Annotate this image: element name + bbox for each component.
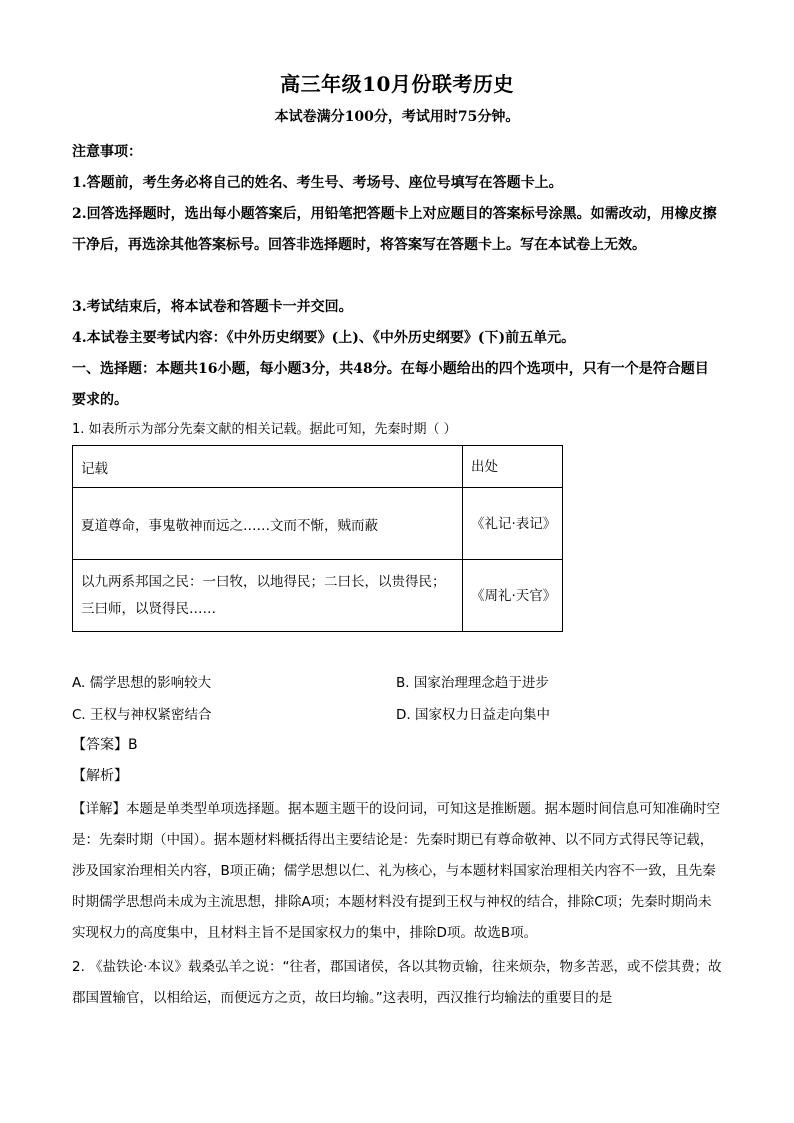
question-1-table xyxy=(72,445,563,632)
analysis-detail: 【详解】本题是单类型单项选择题。据本题主题干的设问词，可知这是推断题。据本题时间信息可知准确时空是：先秦时期（中国）。据本题材料概括得出主要结论是：先秦时期已有尊命敬神、以不同方式得民等记载，涉及国家治理相关内容，B项正确；儒学思想以仁、礼为核心，与本题材料国家治理相关内容不一致，且先秦时期儒学思想尚未成为主流思想，排除A项；本题材料没有提到王权与神权的结合，排除C项；先秦时期尚未实现权力的高度集中，且材料主旨不是国家权力的集中，排除D项。故选B项。 xyxy=(72,801,720,941)
table-row xyxy=(73,560,563,632)
analysis-label: 【解析】 xyxy=(72,768,128,784)
exam-subtitle: 本试卷满分100分，考试用时75分钟。 xyxy=(274,109,520,125)
table-cell-record: 夏道尊命，事鬼敬神而远之……文而不惭，贼而蔽 xyxy=(73,488,463,560)
table-header-row xyxy=(73,446,563,488)
table-row xyxy=(73,488,563,560)
option-a: A. 儒学思想的影响较大 xyxy=(72,675,212,691)
note-item-4: 4.本试卷主要考试内容：《中外历史纲要》(上)、《中外历史纲要》(下)前五单元。 xyxy=(72,330,576,346)
note-item-3: 3.考试结束后，将本试卷和答题卡一并交回。 xyxy=(72,299,353,315)
option-d: D. 国家权力日益走向集中 xyxy=(396,707,550,723)
section-heading: 一、选择题：本题共16小题，每小题3分，共48分。在每小题给出的四个选项中，只有一个是符合题目要求的。 xyxy=(72,361,709,408)
answer-line: 【答案】B xyxy=(72,737,138,753)
table-cell-source: 《周礼·天官》 xyxy=(463,560,563,632)
table-header-record: 记载 xyxy=(73,446,463,488)
note-item-1: 1.答题前，考生务必将自己的姓名、考生号、考场号、座位号填写在答题卡上。 xyxy=(72,175,563,191)
question-2-stem: 2. 《盐铁论·本议》载桑弘羊之说：“往者，郡国诸侯，各以其物贡输，往来烦杂，物多苦恶，或不偿其费；故郡国置输官，以相给运，而便远方之贡，故曰均输。”这表明，西汉推行均输法的重要目的是 xyxy=(72,959,722,1006)
note-item-2: 2.回答选择题时，选出每小题答案后，用铅笔把答题卡上对应题目的答案标号涂黑。如需改动，用橡皮擦干净后，再选涂其他答案标号。回答非选择题时，将答案写在答题卡上。写在本试卷上无效。 xyxy=(72,206,717,253)
exam-title: 高三年级10月份联考历史 xyxy=(280,72,514,96)
table-cell-source: 《礼记·表记》 xyxy=(463,488,563,560)
table-cell-record: 以九两系邦国之民：一曰牧，以地得民；二曰长，以贵得民；三曰师，以贤得民…… xyxy=(73,560,463,632)
option-c: C. 王权与神权紧密结合 xyxy=(72,707,212,723)
table-header-source: 出处 xyxy=(463,446,563,488)
question-1-stem: 1. 如表所示为部分先秦文献的相关记载。据此可知，先秦时期（ ） xyxy=(72,422,457,437)
notes-heading: 注意事项： xyxy=(72,144,142,160)
option-b: B. 国家治理理念趋于进步 xyxy=(396,675,549,691)
